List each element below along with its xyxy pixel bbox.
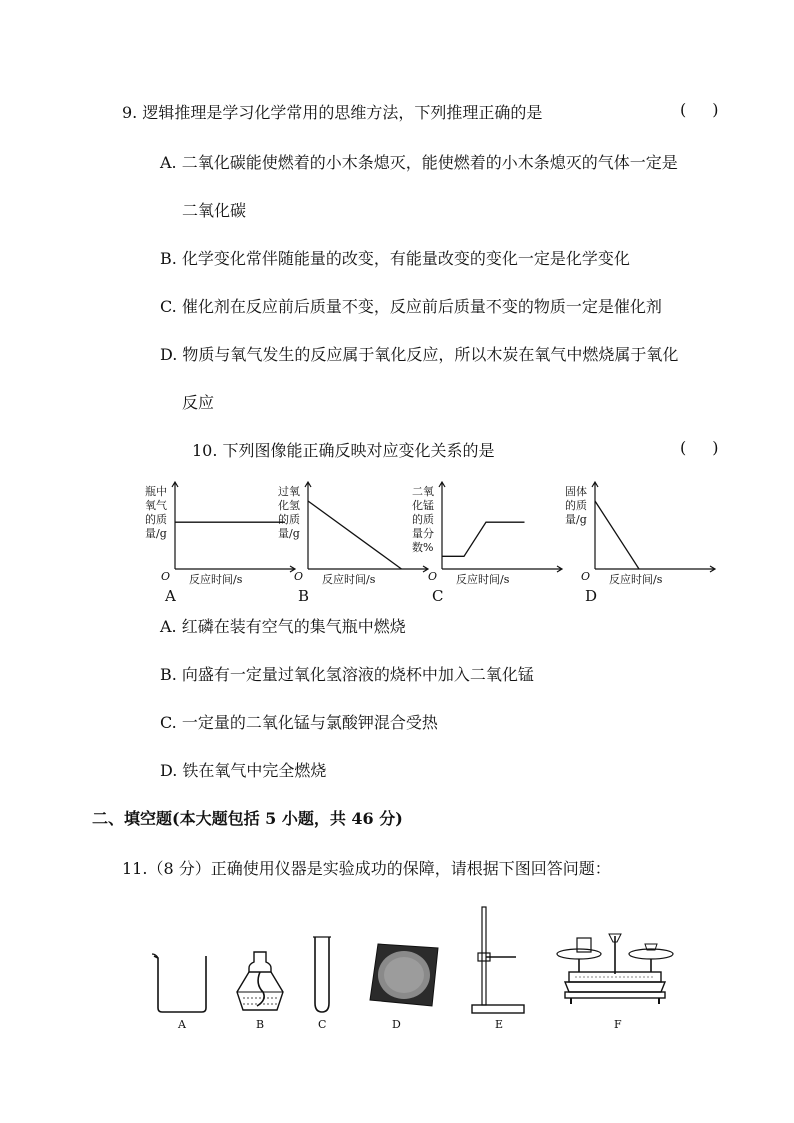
- chart-letter: A: [165, 587, 176, 605]
- asbestos-gauze-icon: [368, 940, 440, 1008]
- apparatus-label-e: E: [495, 1018, 504, 1031]
- chart-ylabel-line: 数%: [412, 541, 434, 554]
- iron-stand-icon: [468, 905, 528, 1017]
- chart-ylabel-line: 量分: [412, 527, 434, 540]
- chart-series-line: [595, 501, 639, 569]
- apparatus-label-a: A: [178, 1018, 186, 1031]
- chart-xlabel: 反应时间/s: [456, 573, 510, 586]
- q9-stem: 9. 逻辑推理是学习化学常用的思维方法，下列推理正确的是: [122, 103, 543, 122]
- q10-option-a: A. 红磷在装有空气的集气瓶中燃烧: [160, 617, 406, 636]
- chart-letter: B: [298, 587, 310, 605]
- beaker-icon: [150, 950, 212, 1015]
- chart-ylabel-line: 量/g: [145, 527, 167, 540]
- chart-series-line: [442, 522, 525, 556]
- q10-answer-paren: (): [680, 438, 745, 457]
- apparatus-label-b: B: [256, 1018, 265, 1031]
- chart-ylabel-line: 的质: [412, 513, 434, 526]
- section-title: 二、填空题(本大题包括 5 小题，共 46 分): [92, 809, 403, 828]
- chart-svg: [278, 480, 433, 575]
- chart-ylabel-line: 瓶中: [145, 485, 167, 498]
- q10-option-b: B. 向盛有一定量过氧化氢溶液的烧杯中加入二氧化锰: [160, 665, 534, 684]
- chart-origin: O: [581, 570, 591, 583]
- q9-option-a-cont: 二氧化碳: [182, 201, 247, 220]
- test-tube-icon: [312, 935, 332, 1015]
- chart-ylabel-line: 化氢: [278, 499, 300, 512]
- chart-ylabel-line: 氧气: [145, 499, 167, 512]
- chart-ylabel-line: 过氧: [278, 485, 300, 498]
- apparatus-label-d: D: [392, 1018, 401, 1031]
- balance-icon: [555, 930, 675, 1010]
- chart-letter: C: [432, 587, 444, 605]
- chart-svg: [412, 480, 567, 575]
- chart-ylabel-line: 的质: [278, 513, 300, 526]
- chart-xlabel: 反应时间/s: [609, 573, 663, 586]
- chart-origin: O: [161, 570, 171, 583]
- chart-origin: O: [294, 570, 304, 583]
- apparatus-label-f: F: [614, 1018, 622, 1031]
- q9-option-a: A. 二氧化碳能使燃着的小木条熄灭，能使燃着的小木条熄灭的气体一定是: [160, 153, 678, 172]
- chart-letter: D: [585, 587, 598, 605]
- chart-xlabel: 反应时间/s: [189, 573, 243, 586]
- apparatus-label-c: C: [318, 1018, 327, 1031]
- chart-ylabel-line: 的质: [145, 513, 167, 526]
- chart-y-axis: [592, 482, 598, 569]
- alcohol-lamp-icon: [235, 948, 285, 1016]
- q9-option-c: C. 催化剂在反应前后质量不变，反应前后质量不变的物质一定是催化剂: [160, 297, 662, 316]
- q9-answer-paren: (): [680, 100, 745, 119]
- q11-stem: 11.（8 分）正确使用仪器是实验成功的保障，请根据下图回答问题：: [122, 859, 611, 878]
- chart-ylabel-line: 量/g: [565, 513, 587, 526]
- q9-option-d: D. 物质与氧气发生的反应属于氧化反应，所以木炭在氧气中燃烧属于氧化: [160, 345, 679, 364]
- chart-c: [412, 480, 572, 605]
- q9-option-b: B. 化学变化常伴随能量的改变，有能量改变的变化一定是化学变化: [160, 249, 630, 268]
- chart-ylabel-line: 量/g: [278, 527, 300, 540]
- q10-option-d: D. 铁在氧气中完全燃烧: [160, 761, 327, 780]
- chart-ylabel-line: 固体: [565, 485, 587, 498]
- chart-ylabel-line: 二氧: [412, 485, 434, 498]
- chart-y-axis: [172, 482, 178, 569]
- q10-option-c: C. 一定量的二氧化锰与氯酸钾混合受热: [160, 713, 438, 732]
- chart-svg: [565, 480, 720, 575]
- chart-xlabel: 反应时间/s: [322, 573, 376, 586]
- q9-option-d-cont: 反应: [182, 393, 215, 412]
- chart-ylabel-line: 化锰: [412, 499, 434, 512]
- q10-stem: 10. 下列图像能正确反映对应变化关系的是: [192, 441, 495, 460]
- chart-ylabel-line: 的质: [565, 499, 587, 512]
- chart-d: [565, 480, 725, 605]
- chart-origin: O: [428, 570, 438, 583]
- chart-svg: [145, 480, 300, 575]
- chart-y-axis: [305, 482, 311, 569]
- chart-series-line: [308, 501, 402, 569]
